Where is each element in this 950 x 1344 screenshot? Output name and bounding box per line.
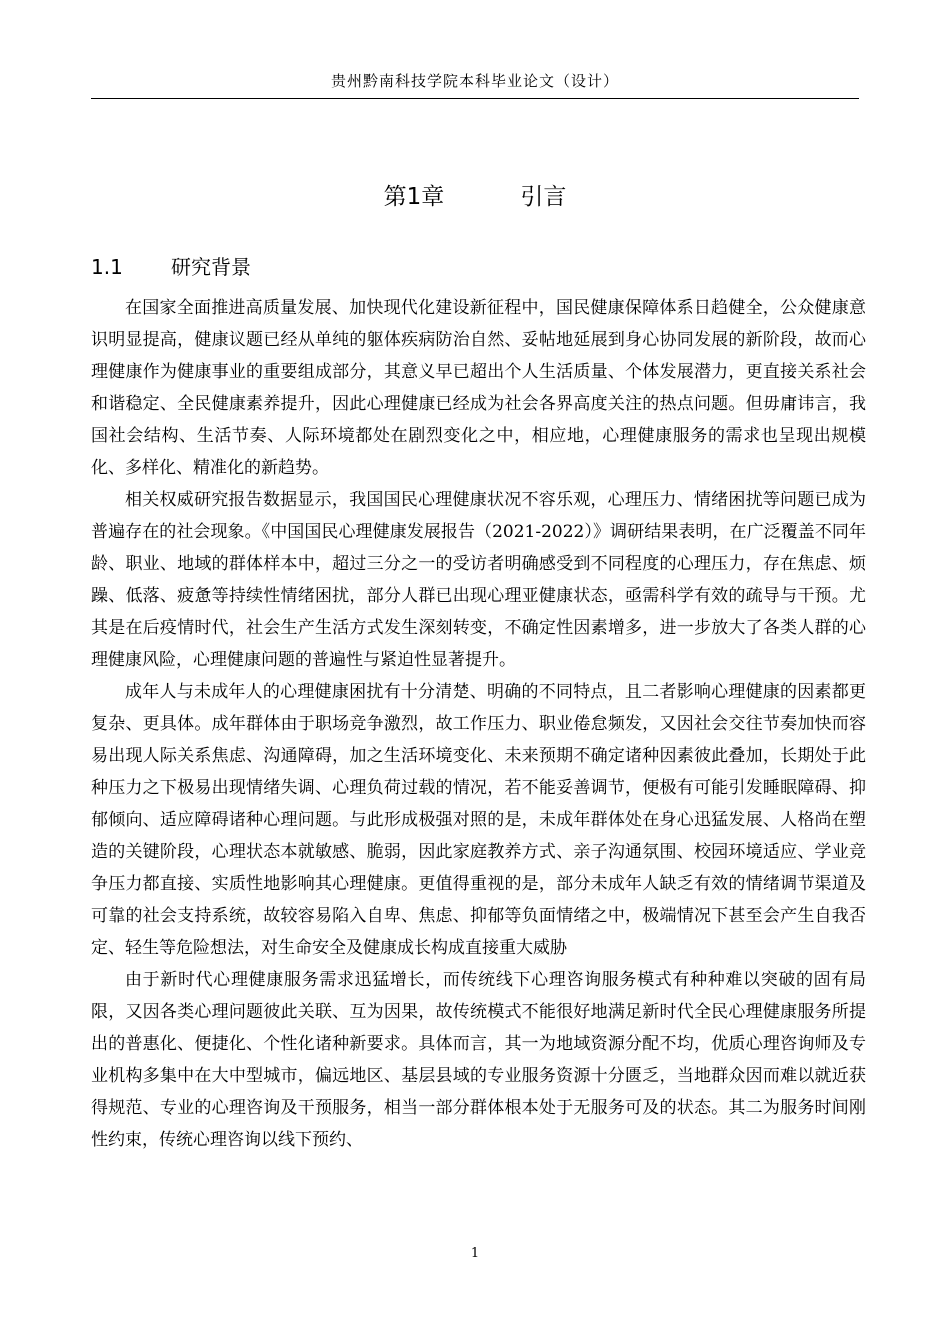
chapter-heading (0, 178, 950, 211)
paragraph: 相关权威研究报告数据显示，我国国民心理健康状况不容乐观，心理压力、情绪困扰等问题已成为普遍存在的社会现象。《中国国民心理健康发展报告（2021-2022）》调研结果表明，在广泛覆盖不同年龄、职业、地域的群体样本中，超过三分之一的受访者明确感受到不同程度的心理压力，存在焦虑、烦躁、低落、疲惫等持续性情绪困扰，部分人群已出现心理亚健康状态，亟需科学有效的疏导与干预。尤其是在后疫情时代，社会生产生活方式发生深刻转变，不确定性因素增多，进一步放大了各类人群的心理健康风险，心理健康问题的普遍性与紧迫性显著提升。 (91, 490, 866, 670)
chapter-number: 第1章 (383, 184, 445, 210)
header-rule (91, 98, 859, 99)
section-number: 1.1 (91, 255, 123, 279)
section-title: 研究背景 (171, 255, 251, 279)
body-text (91, 292, 866, 1156)
paragraph: 在国家全面推进高质量发展、加快现代化建设新征程中，国民健康保障体系日趋健全，公众健康意识明显提高，健康议题已经从单纯的躯体疾病防治自然、妥帖地延展到身心协同发展的新阶段，故而心理健康作为健康事业的重要组成部分，其意义早已超出个人生活质量、个体发展潜力，更直接关系社会和谐稳定、全民健康素养提升，因此心理健康已经成为社会各界高度关注的热点问题。但毋庸讳言，我国社会结构、生活节奏、人际环境都处在剧烈变化之中，相应地，心理健康服务的需求也呈现出规模化、多样化、精准化的新趋势。 (91, 298, 866, 478)
section-heading (91, 251, 251, 280)
paragraph: 成年人与未成年人的心理健康困扰有十分清楚、明确的不同特点，且二者影响心理健康的因素都更复杂、更具体。成年群体由于职场竞争激烈，故工作压力、职业倦怠频发，又因社会交往节奏加快而容易出现人际关系焦虑、沟通障碍，加之生活环境变化、未来预期不确定诸种因素彼此叠加，长期处于此种压力之下极易出现情绪失调、心理负荷过载的情况，若不能妥善调节，便极有可能引发睡眠障碍、抑郁倾向、适应障碍诸种心理问题。与此形成极强对照的是，未成年群体处在身心迅猛发展、人格尚在塑造的关键阶段，心理状态本就敏感、脆弱，因此家庭教养方式、亲子沟通氛围、校园环境适应、学业竞争压力都直接、实质性地影响其心理健康。更值得重视的是，部分未成年人缺乏有效的情绪调节渠道及可靠的社会支持系统，故较容易陷入自卑、焦虑、抑郁等负面情绪之中，极端情况下甚至会产生自我否定、轻生等危险想法，对生命安全及健康成长构成直接重大威胁 (91, 682, 866, 958)
page-number: 1 (470, 1246, 480, 1261)
running-header: 贵州黔南科技学院本科毕业论文（设计） (330, 72, 619, 90)
chapter-title: 引言 (520, 184, 567, 210)
paragraph: 由于新时代心理健康服务需求迅猛增长，而传统线下心理咨询服务模式有种种难以突破的固有局限，又因各类心理问题彼此关联、互为因果，故传统模式不能很好地满足新时代全民心理健康服务所提出的普惠化、便捷化、个性化诸种新要求。具体而言，其一为地域资源分配不均，优质心理咨询师及专业机构多集中在大中型城市，偏远地区、基层县域的专业服务资源十分匮乏，当地群众因而难以就近获得规范、专业的心理咨询及干预服务，相当一部分群体根本处于无服务可及的状态。其二为服务时间刚性约束，传统心理咨询以线下预约、 (91, 970, 866, 1150)
